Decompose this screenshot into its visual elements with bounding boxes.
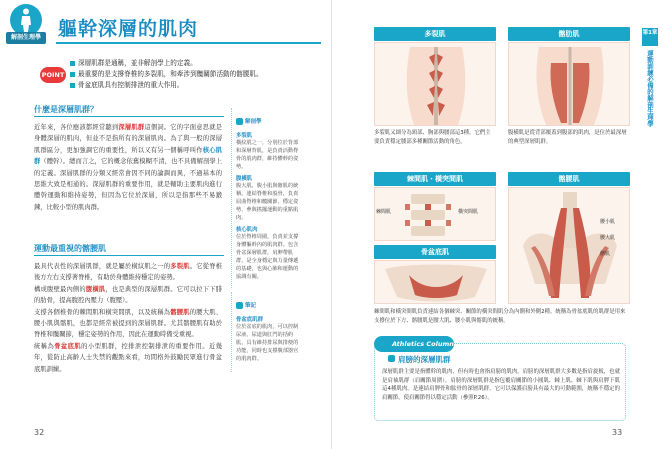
section-heading-2: 運動最重視的髂腰肌 [34, 244, 106, 253]
glossary-term: 腹橫肌 [236, 176, 253, 182]
point-item: 骨盆底肌具有控制排泄的重大作用。 [70, 80, 320, 91]
athletics-column-title: 肩膀的深層肌群 [388, 354, 451, 365]
page-title: 軀幹深層的肌肉 [58, 18, 199, 40]
section-divider [34, 255, 224, 256]
glossary-term: 核心肌肉 [236, 227, 258, 233]
section-heading-1: 什麼是深層肌群？ [34, 105, 98, 114]
label-iliacus: 髂肌 [600, 251, 611, 257]
iliocostalis-illustration [508, 42, 630, 126]
highlight-term: 腹橫肌 [85, 285, 106, 293]
left-page [0, 0, 331, 449]
highlight-term: 多裂肌 [170, 263, 190, 270]
tag-icon [236, 118, 243, 125]
badge-label: 解剖生理學 [6, 32, 46, 44]
text-run: 這個詞。它的字面意思就是身體深層的肌肉，但並不是指所有的深層肌肉。為了與一般的深層肌群區分，更加強調它的重要性，所以又有另一個稱呼叫作 [34, 124, 223, 154]
section-divider [34, 116, 224, 117]
text-run: 的腰大肌、腰小肌與髂肌，也都是經常被提到的深層肌群。尤其髂腰肌有助於脊椎和髖關節，穩定姿勢的作用，因此在運動時備受重視。 [34, 308, 223, 339]
point-item: 深層肌群是通稱，並非解剖學上的定義。 [70, 58, 320, 69]
glossary-desc: 位於脊椎周圍，負責並支撐身體軀幹內的肌肉群。包含骨盆深層肌群，肩胛帶肌群，是全身穩定與力量傳遞的基礎，也與心肺和運動的協調有關。 [236, 234, 299, 280]
panel-title-multifidus: 多裂肌 [374, 27, 496, 41]
glossary-desc: 腹大肌，腹小肌與髂肌的統稱。連結脊椎和股骨，負責屈曲脊椎和髖關節，穩定姿勢，參與搖擺運動的重點肌肉。 [236, 183, 299, 221]
athletics-column-text: 深層肌群主要是指體幹的肌肉，但有時也會指肩膀的肌肉。肩膀的深層肌群大多數是指肩旋板，也就是肩袖肌群（肩關節周圍）。肩膀的深層肌群是指包覆肩關節的小圓肌、棘上肌、棘下肌與肩胛下肌這4種肌肉。是連結肩胛骨和肱骨的深層肌群，它可以保護肩膀具有最大的可動範圍，統稱不穩定的肩關節，使肩關節得以穩定活動（參照P.26）。 [382, 369, 620, 401]
text-run: （體幹）。總而言之，它的概念依舊模糊不清，也不具備解剖學上的定義。深層肌群的分類又經常會因不同的論調而異，不過基本的思維大致是相通的。深層肌群的重要作用，就是輔助主要肌肉進行體幹運動和維持姿勢，但因為它位於深層，所以是指那些不易鍛鍊，比較小型的肌肉群。 [34, 158, 222, 211]
glossary-tag [236, 117, 262, 125]
text-run: 構成腹壁最內側的 [34, 285, 86, 293]
title-underline [56, 42, 321, 44]
point-list [70, 58, 320, 91]
notes-column [231, 292, 301, 372]
athletics-column-tag: Athletics Column [374, 336, 454, 352]
iliopsoas-figure [509, 188, 630, 304]
text-run: 。它從脊椎後方左右支撐著脊椎，有助於身體維持穩定的姿勢。 [34, 263, 223, 282]
iliopsoas-illustration [508, 187, 630, 304]
caption-iliocostalis: 腹橫肌是從背部覆蓋到腹部的肌肉，是位於最深層的典型深層肌群。 [508, 130, 627, 145]
notes-desc: 位於盆底的肌肉，可以控制尿液、尿道與肛門的括約肌，具有維持排尿與排便的功能，同時也支撐腹部器官的肌肉群。 [236, 324, 299, 362]
caption-multifidus: 多裂肌又細分為頸部、胸部與腰部這3種，它們主要負責穩定腰部多種關節活動的角色。 [374, 130, 491, 145]
highlight-term: 核心肌群 [34, 146, 223, 166]
glossary-desc: 橫紋肌之一，分別位於背部和深層背肌，是負責活動脊骨的肌肉群，維持體幹的姿勢。 [236, 140, 299, 170]
label-psoas-minor: 腰小肌 [600, 219, 616, 225]
anatomy-badge [6, 4, 46, 50]
multifidus-figure [375, 43, 496, 126]
text-run: 支撐各個椎骨的棘間肌和橫突間肌，以及統稱為 [34, 308, 171, 316]
tag-icon [236, 302, 243, 309]
point-badge: POINT [40, 67, 66, 83]
pelvic-floor-illustration [374, 260, 496, 304]
highlight-term: 髂腰肌 [170, 308, 190, 316]
point-item: 最重要的是支撐脊椎的多裂肌，和牽涉到髖關節活動的髂腰肌。 [70, 69, 320, 80]
label-interspinales: 棘間肌 [376, 209, 392, 215]
glossary-tag-label: 解剖學 [245, 119, 262, 125]
panel-title-iliocostalis: 髂肋肌 [508, 27, 630, 41]
text-run: ，也是典型的深層肌群。它可以拉下下腓的肋骨，提高腹腔內壓力（腹壓）。 [34, 285, 223, 305]
text-run: 近年來，各位應該都經常聽到 [34, 124, 119, 131]
pelvic-floor-figure [375, 261, 496, 304]
page-number-right: 33 [612, 428, 623, 437]
text-run: 最具代表性的深層肌群，就是屬於橫紋肌之一的 [34, 263, 171, 270]
iliocostalis-figure [509, 43, 630, 126]
book-spine [331, 0, 332, 449]
section-1-text [34, 122, 222, 213]
panel-title-iliopsoas: 髂腰肌 [508, 172, 630, 186]
label-psoas-major: 腰大肌 [600, 235, 616, 241]
panel-title-interspinales: 棘間肌・橫突間肌 [374, 172, 496, 186]
chapter-title-vertical: 運動訓練必備的解剖生理學 [646, 50, 654, 127]
section-2-text [34, 261, 222, 375]
glossary-column [231, 108, 301, 288]
highlight-term: 骨盆底肌 [54, 342, 82, 350]
notes-tag [236, 301, 256, 309]
multifidus-illustration [374, 42, 496, 126]
glossary-term: 多裂肌 [236, 133, 253, 139]
caption-bottom: 棘間肌和橫突間肌負責連結各個棘突、關節的橫突間肌分為內側和外側2種。統稱為骨盆底肌的肌群是用來支撐位於下方、髂腰肌是腰大肌、腰小肌與髂肌的統稱。 [374, 309, 626, 324]
page-number-left: 32 [34, 428, 45, 437]
text-run: 統稱為 [34, 342, 55, 350]
notes-term: 骨盆底肌群 [236, 317, 263, 323]
label-intertransversarii: 橫突間肌 [458, 209, 479, 215]
text-run: 的小型肌群，控排泄控制排泄的重要作用。近幾年，從防止高齡人士失禁的觀點來看，坊間格外鼓勵民眾進行骨盆底肌訓練。 [34, 342, 223, 373]
notes-tag-label: 筆記 [245, 303, 257, 309]
chapter-tab: 第1章 [642, 28, 658, 46]
body-figure-icon [19, 8, 33, 32]
highlight-term: 深層肌群 [118, 124, 145, 131]
panel-title-pelvic-floor: 骨盆底肌 [374, 245, 496, 259]
